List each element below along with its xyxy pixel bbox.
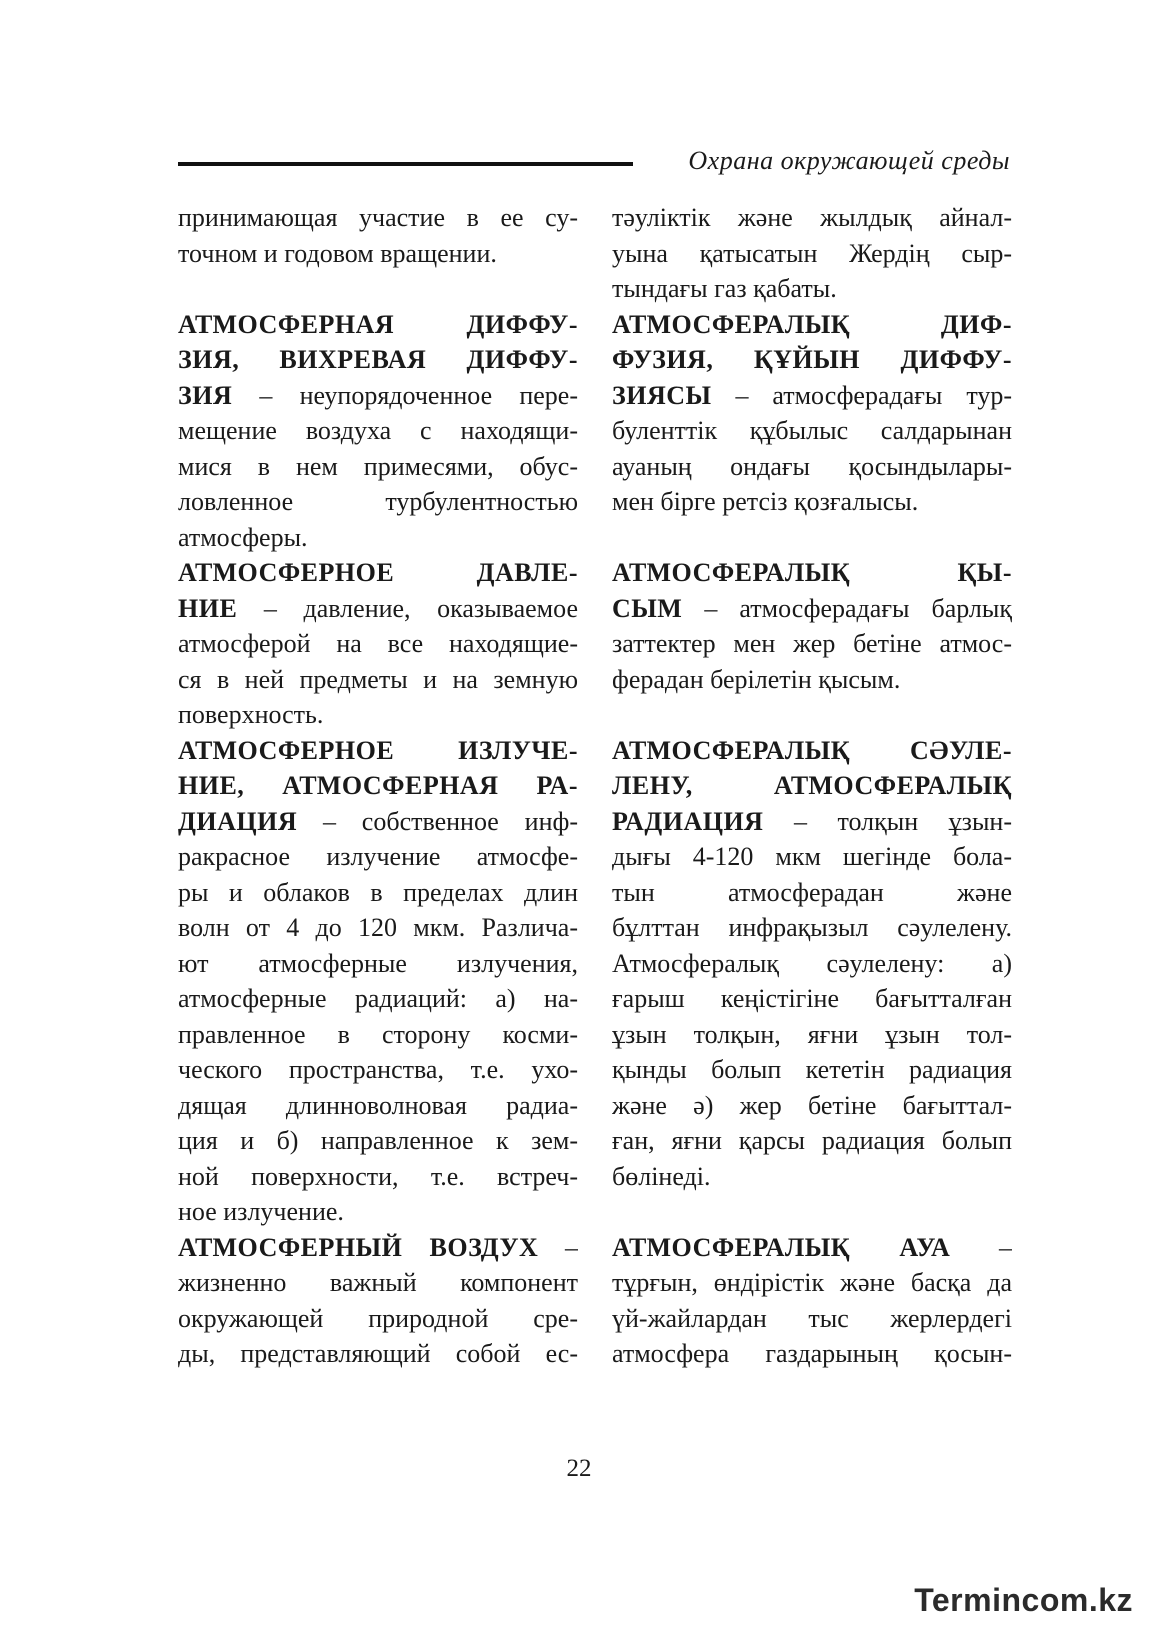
body-text: ферадан берілетін қысым.: [612, 664, 901, 694]
body-text: атмосфера газдарының қосын-: [612, 1339, 1012, 1368]
body-text: ауаның ондағы қосындылары-: [612, 451, 1012, 481]
term-heading: ФУЗИЯ, ҚҰЙЫН ДИФФУ-: [612, 345, 1012, 374]
body-text: атмосферой на все находящие-: [178, 629, 578, 658]
left-column: [178, 200, 578, 1372]
body-text: – толқын ұзын-: [763, 806, 1012, 836]
body-text: окружающей природной сре-: [178, 1303, 578, 1333]
text-line: [612, 1017, 1012, 1053]
term-heading: АТМОСФЕРАЛЫҚ СӘУЛЕ-: [612, 735, 1012, 765]
body-text: –: [538, 1232, 578, 1262]
text-line: [612, 626, 1012, 662]
right-column: [612, 200, 1012, 1372]
text-line: [612, 1301, 1012, 1337]
text-line: [612, 910, 1012, 946]
text-line: [612, 733, 1012, 769]
body-text: ғарыш кеңістігіне бағытталған: [612, 984, 1012, 1013]
text-line: [612, 200, 1012, 236]
body-text: принимающая участие в ее су-: [178, 203, 578, 232]
text-line: [612, 839, 1012, 875]
term-heading: НИЕ: [178, 593, 238, 623]
running-title: Охрана окружающей среды: [688, 146, 1010, 175]
body-text: – неупорядоченное пере-: [232, 380, 578, 410]
text-line: [612, 946, 1012, 982]
text-line: [178, 1301, 578, 1337]
body-text: уына қатысатын Жердің сыр-: [612, 238, 1012, 268]
body-text: ческого пространства, т.е. ухо-: [178, 1055, 578, 1084]
text-line: [178, 626, 578, 662]
body-text: ся в ней предметы и на земную: [178, 664, 578, 694]
text-line: [178, 484, 578, 520]
body-text: мен бірге ретсіз қозғалысы.: [612, 487, 919, 516]
body-text: ция и б) направленное к зем-: [178, 1126, 578, 1155]
text-line: [612, 1265, 1012, 1301]
body-text: ное излучение.: [178, 1197, 344, 1226]
body-text: дығы 4-120 мкм шегінде бола-: [612, 842, 1012, 871]
paragraph-gap: [612, 520, 1012, 556]
body-text: –: [950, 1232, 1012, 1262]
body-text: ған, яғни қарсы радиация болып: [612, 1126, 1012, 1155]
body-text: ют атмосферные излучения,: [178, 948, 578, 978]
term-heading: ДИАЦИЯ: [178, 806, 298, 836]
body-text: – атмосферадағы барлық: [682, 593, 1012, 623]
body-text: тәуліктік және жылдық айнал-: [612, 203, 1012, 232]
text-line: [612, 449, 1012, 485]
text-line: [178, 733, 578, 769]
body-text: дящая длинноволновая радиа-: [178, 1090, 578, 1120]
text-line: [612, 1159, 1012, 1195]
text-line: [612, 662, 1012, 698]
header-rule: [178, 162, 633, 166]
term-heading: ЗИЯСЫ: [612, 380, 712, 410]
body-text: бұлттан инфрақызыл сәулелену.: [612, 913, 1012, 942]
watermark-text: Termincom.kz: [914, 1582, 1133, 1618]
text-line: [178, 946, 578, 982]
text-line: [612, 484, 1012, 520]
body-text: ры и облаков в пределах длин: [178, 877, 578, 907]
term-heading: АТМОСФЕРНОЕ ИЗЛУЧЕ-: [178, 735, 578, 765]
text-line: [178, 520, 578, 556]
text-line: [178, 1017, 578, 1053]
text-line: [178, 981, 578, 1017]
text-line: [178, 1230, 578, 1266]
text-line: [612, 1052, 1012, 1088]
body-text: правленное в сторону косми-: [178, 1019, 578, 1049]
text-line: [178, 910, 578, 946]
body-text: бөлінеді.: [612, 1161, 711, 1191]
body-text: ды, представляющий собой ес-: [178, 1339, 578, 1368]
text-line: [612, 413, 1012, 449]
text-line: [178, 200, 578, 236]
body-text: буленттік құбылыс салдарынан: [612, 416, 1012, 445]
text-line: [178, 768, 578, 804]
text-line: [178, 1052, 578, 1088]
body-text: заттектер мен жер бетіне атмос-: [612, 629, 1012, 658]
text-line: [178, 1159, 578, 1195]
body-text: – давление, оказываемое: [237, 593, 578, 623]
text-line: [612, 1230, 1012, 1266]
text-line: [178, 804, 578, 840]
body-text: атмосферы.: [178, 522, 308, 552]
body-text: мися в нем примесями, обус-: [178, 451, 578, 481]
text-line: [178, 236, 578, 272]
text-line: [612, 768, 1012, 804]
text-line: [178, 1123, 578, 1159]
body-text: тындағы газ қабаты.: [612, 274, 837, 303]
term-heading: ЗИЯ, ВИХРЕВАЯ ДИФФУ-: [178, 345, 578, 374]
text-line: [612, 236, 1012, 272]
text-line: [612, 1088, 1012, 1124]
body-text: жизненно важный компонент: [178, 1268, 578, 1297]
body-text: қынды болып кететін радиация: [612, 1055, 1012, 1084]
text-line: [178, 1336, 578, 1372]
body-text: тын атмосферадан және: [612, 877, 1012, 907]
text-line: [612, 307, 1012, 343]
body-text: ной поверхности, т.е. встреч-: [178, 1161, 578, 1191]
text-line: [178, 307, 578, 343]
body-text: – собственное инф-: [297, 806, 578, 836]
text-line: [178, 875, 578, 911]
term-heading: АТМОСФЕРАЛЫҚ АУА: [612, 1232, 951, 1262]
text-line: [612, 555, 1012, 591]
body-text: атмосферные радиаций: а) на-: [178, 984, 578, 1013]
body-text: Атмосфералық сәулелену: а): [612, 948, 1012, 978]
text-line: [178, 697, 578, 733]
body-text: поверхность.: [178, 700, 324, 729]
text-line: [178, 662, 578, 698]
body-text: – атмосферадағы тур-: [711, 380, 1012, 410]
term-heading: СЫМ: [612, 593, 683, 623]
watermark-logo: [914, 1582, 1133, 1619]
body-text: ловленное турбулентностью: [178, 487, 578, 516]
text-line: [612, 875, 1012, 911]
body-text: точном и годовом вращении.: [178, 238, 497, 268]
body-text: волн от 4 до 120 мкм. Различа-: [178, 913, 578, 942]
term-heading: АТМОСФЕРАЛЫҚ ҚЫ-: [612, 558, 1012, 587]
paragraph-gap: [612, 1194, 1012, 1230]
term-heading: АТМОСФЕРНЫЙ ВОЗДУХ: [178, 1232, 539, 1262]
term-heading: РАДИАЦИЯ: [612, 806, 764, 836]
body-text: ұзын толқын, яғни ұзын тол-: [612, 1019, 1012, 1049]
term-heading: АТМОСФЕРАЛЫҚ ДИФ-: [612, 309, 1012, 339]
body-text: ракрасное излучение атмосфе-: [178, 842, 578, 871]
text-line: [612, 1336, 1012, 1372]
body-text: үй-жайлардан тыс жерлердегі: [612, 1303, 1012, 1333]
text-line: [178, 378, 578, 414]
term-heading: АТМОСФЕРНОЕ ДАВЛЕ-: [178, 558, 578, 587]
page-number: 22: [566, 1455, 592, 1482]
term-heading: ЗИЯ: [178, 380, 233, 410]
body-text: мещение воздуха с находящи-: [178, 416, 578, 445]
term-heading: НИЕ, АТМОСФЕРНАЯ РА-: [178, 771, 578, 800]
text-line: [178, 591, 578, 627]
text-line: [178, 449, 578, 485]
text-line: [178, 1265, 578, 1301]
text-line: [612, 981, 1012, 1017]
text-line: [612, 378, 1012, 414]
text-line: [178, 1194, 578, 1230]
body-text: және ә) жер бетіне бағыттал-: [612, 1090, 1012, 1120]
text-line: [178, 413, 578, 449]
body-text: тұрғын, өндірістік және басқа да: [612, 1268, 1012, 1297]
text-line: [178, 342, 578, 378]
text-line: [612, 591, 1012, 627]
text-line: [178, 839, 578, 875]
paragraph-gap: [612, 697, 1012, 733]
paragraph-gap: [178, 271, 578, 307]
text-line: [612, 271, 1012, 307]
text-line: [178, 555, 578, 591]
text-line: [612, 804, 1012, 840]
term-heading: ЛЕНУ, АТМОСФЕРАЛЫҚ: [612, 771, 1012, 800]
term-heading: АТМОСФЕРНАЯ ДИФФУ-: [178, 309, 578, 339]
text-line: [178, 1088, 578, 1124]
text-line: [612, 1123, 1012, 1159]
text-line: [612, 342, 1012, 378]
